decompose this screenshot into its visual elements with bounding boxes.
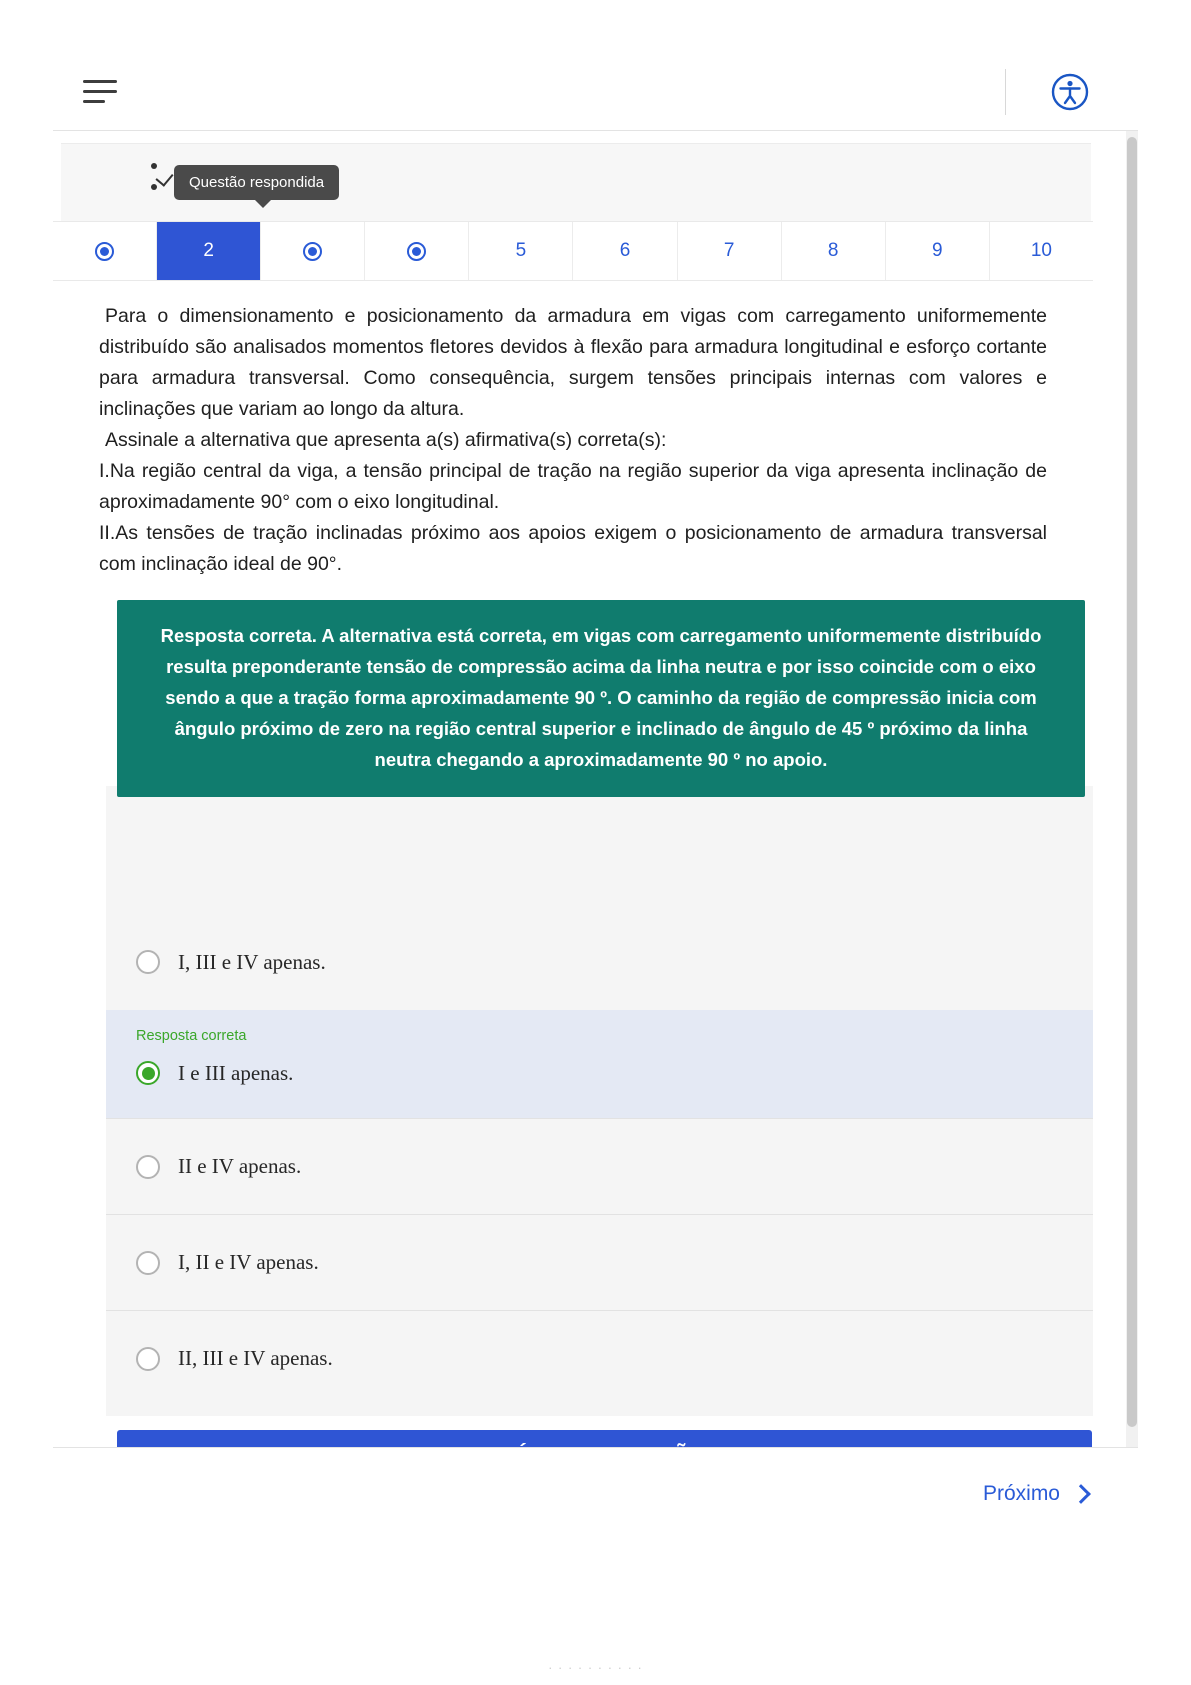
- statement-item-1-number: I.: [99, 460, 110, 482]
- answered-radio-icon: [95, 242, 114, 261]
- answered-check-icon: [149, 163, 171, 201]
- next-link-label: Próximo: [982, 1481, 1060, 1505]
- question-tab-label: 6: [619, 240, 631, 261]
- statement-paragraph-2: Assinale a alternativa que apresenta a(s) afirmativa(s) correta(s):: [105, 429, 667, 451]
- question-tab-label: 10: [1030, 240, 1052, 261]
- question-tab-6[interactable]: [573, 222, 677, 280]
- next-link[interactable]: [983, 1482, 1088, 1506]
- alternative-label: I, II e IV apenas.: [178, 1250, 319, 1274]
- alternative-label: I e III apenas.: [178, 1060, 294, 1085]
- question-tab-8[interactable]: [782, 222, 886, 280]
- accessibility-icon[interactable]: [1048, 70, 1092, 114]
- question-tab-label: 2: [203, 240, 214, 261]
- correct-answer-tag: Resposta correta: [136, 1028, 247, 1044]
- radio-icon[interactable]: [136, 1155, 160, 1179]
- statement-item-1: [99, 456, 1047, 518]
- question-statement: [53, 301, 1093, 580]
- alternative-label: II, III e IV apenas.: [178, 1346, 333, 1370]
- question-tab-label: 9: [932, 240, 943, 261]
- question-tab-label: 8: [827, 240, 839, 261]
- question-content-panel: [53, 131, 1138, 1447]
- alternative-label: II e IV apenas.: [178, 1154, 302, 1178]
- question-tab-label: 7: [723, 240, 735, 261]
- question-tab-9[interactable]: [886, 222, 990, 280]
- statement-item-2: [99, 518, 1047, 580]
- question-tab-2[interactable]: [157, 222, 261, 280]
- answered-radio-icon: [303, 242, 322, 261]
- radio-icon-selected[interactable]: [136, 1061, 160, 1085]
- footer-ghost-text: · · · · · · · · · ·: [548, 1660, 643, 1675]
- footer-strip: [0, 1660, 1191, 1685]
- statement-item-1-text: Na região central da viga, a tensão principal de tração na região superior da viga apresenta inclinação de aproximadamente 90° com o eixo longitudinal.: [99, 460, 1047, 513]
- top-app-bar: [53, 53, 1138, 131]
- alternative-label: I, III e IV apenas.: [178, 949, 326, 974]
- radio-icon[interactable]: [136, 1251, 160, 1275]
- alternative-option-5[interactable]: [106, 1310, 1093, 1406]
- question-tab-5[interactable]: [469, 222, 573, 280]
- answered-radio-icon: [407, 242, 426, 261]
- statement-paragraph-1: Para o dimensionamento e posicionamento da armadura em vigas com carregamento uniformemente distribuído são analisados momentos fletores devidos à flexão para armadura longitudinal e esforço cortante para armadura transversal. Como consequência, surgem tensões principais internas com valores e inclinações que variam ao longo da altura.: [99, 305, 1047, 420]
- scrollbar-thumb[interactable]: [1127, 137, 1137, 1427]
- question-tab-4[interactable]: [365, 222, 469, 280]
- radio-icon[interactable]: [136, 950, 160, 974]
- alternative-option-3[interactable]: [106, 1118, 1093, 1214]
- question-tab-label: 5: [515, 240, 527, 261]
- question-status-tooltip: Questão respondida: [174, 165, 339, 200]
- alternative-option-2[interactable]: [106, 1010, 1093, 1118]
- answer-feedback-banner: Resposta correta. A alternativa está correta, em vigas com carregamento uniformemente distribuído resulta preponderante tensão de compressão acima da linha neutra e por isso coincide com o eixo sendo a que a tração forma aproximadamente 90 º. O caminho da região de compressão inicia com ângulo próximo de zero na região central superior e inclinado de ângulo de 45 º próximo da linha neutra chegando a aproximadamente 90 º no apoio.: [117, 600, 1085, 797]
- alternatives-list: [106, 786, 1093, 1416]
- radio-icon[interactable]: [136, 1347, 160, 1371]
- toolbar-divider: [1005, 69, 1006, 115]
- question-tab-7[interactable]: [678, 222, 782, 280]
- alternative-option-4[interactable]: [106, 1214, 1093, 1310]
- question-tab-1[interactable]: [53, 222, 157, 280]
- chevron-right-icon: [1071, 1484, 1091, 1504]
- question-tab-10[interactable]: [990, 222, 1093, 280]
- bottom-nav-bar: [53, 1447, 1138, 1539]
- hamburger-menu-icon[interactable]: [83, 72, 129, 112]
- vertical-scrollbar[interactable]: [1126, 131, 1138, 1447]
- question-navigator: [53, 143, 1093, 273]
- statement-item-2-number: II.: [99, 522, 116, 544]
- statement-item-2-text: As tensões de tração inclinadas próximo aos apoios exigem o posicionamento de armadura transversal com inclinação ideal de 90°.: [99, 522, 1047, 575]
- question-number-list: [53, 221, 1093, 281]
- alternative-option-1[interactable]: [106, 914, 1093, 1010]
- question-tab-3[interactable]: [261, 222, 365, 280]
